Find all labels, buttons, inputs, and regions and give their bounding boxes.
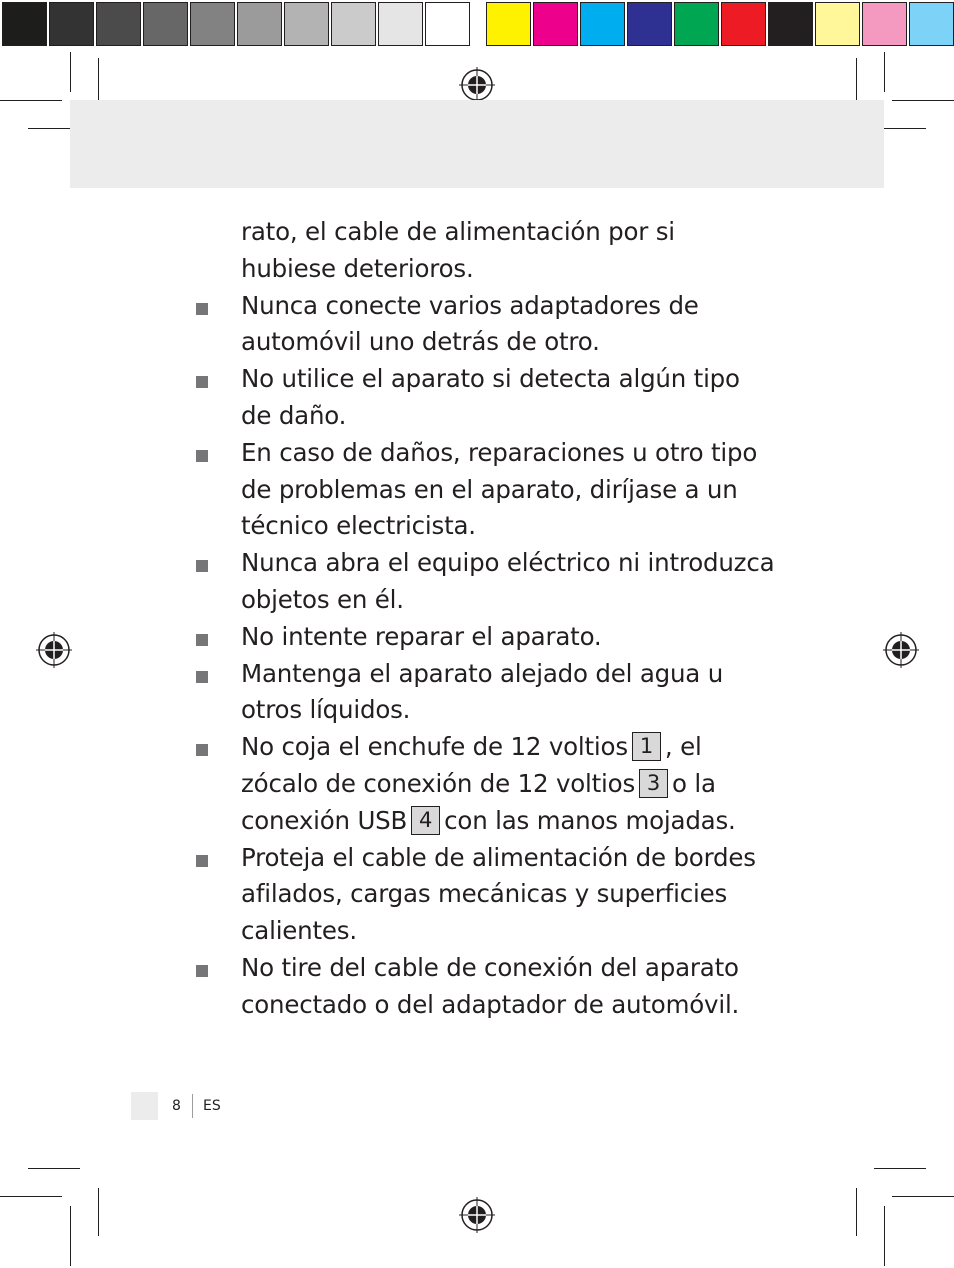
list-item <box>196 656 776 730</box>
safety-instructions <box>196 214 776 1024</box>
registration-mark-icon <box>883 632 919 668</box>
part-ref-badge: 4 <box>411 806 440 835</box>
list-item-text: No tire del cable de conexión del aparato conectado o del adaptador de automóvil. <box>241 952 740 1019</box>
list-item-text: Mantenga el aparato alejado del agua u otros líquidos. <box>241 658 724 725</box>
square-bullet-icon <box>196 560 208 572</box>
header-band <box>70 100 884 188</box>
color-swatch <box>331 2 376 46</box>
color-swatch <box>143 2 188 46</box>
list-item-text: Proteja el cable de alimentación de bordes afilados, cargas mecánicas y superficies calientes. <box>241 842 756 946</box>
language-code: ES <box>203 1098 221 1114</box>
crop-mark <box>884 1206 885 1266</box>
crop-mark <box>884 52 885 92</box>
color-swatch <box>909 2 954 46</box>
color-swatch <box>49 2 94 46</box>
color-swatch <box>674 2 719 46</box>
square-bullet-icon <box>196 671 208 683</box>
ref-item-text-3: o la conexión USB <box>241 768 716 835</box>
part-ref-badge: 1 <box>632 732 661 761</box>
registration-mark-icon <box>459 1197 495 1233</box>
list-item <box>196 840 776 950</box>
footer-divider <box>192 1094 193 1118</box>
color-swatch <box>580 2 625 46</box>
color-swatch <box>862 2 907 46</box>
registration-mark-icon <box>459 67 495 103</box>
crop-mark <box>70 1206 71 1266</box>
crop-mark <box>874 1168 926 1169</box>
crop-mark <box>856 1188 857 1236</box>
ref-item-text-1: No coja el enchufe de 12 voltios <box>241 732 628 762</box>
list-item <box>196 435 776 545</box>
color-swatch <box>237 2 282 46</box>
color-swatch <box>425 2 470 46</box>
color-swatch <box>815 2 860 46</box>
color-swatch <box>190 2 235 46</box>
color-swatch <box>284 2 329 46</box>
crop-mark <box>28 1168 80 1169</box>
list-item <box>196 619 776 656</box>
list-item <box>196 361 776 435</box>
crop-mark <box>892 1196 954 1197</box>
square-bullet-icon <box>196 303 208 315</box>
crop-mark <box>892 100 954 101</box>
crop-mark <box>0 1196 62 1197</box>
color-swatch <box>96 2 141 46</box>
list-item-with-refs <box>196 729 776 839</box>
registration-mark-icon <box>36 632 72 668</box>
color-swatch <box>627 2 672 46</box>
part-ref-badge: 3 <box>639 769 668 798</box>
list-item-text: Nunca abra el equipo eléctrico ni introduzca objetos en él. <box>241 548 775 614</box>
color-swatch <box>378 2 423 46</box>
list-item <box>196 288 776 362</box>
ref-item-text-4: con las manos mojadas. <box>444 805 736 835</box>
page-number: 8 <box>172 1098 181 1114</box>
crop-mark <box>98 58 99 106</box>
square-bullet-icon <box>196 634 208 646</box>
square-bullet-icon <box>196 965 208 977</box>
list-item-text: No utilice el aparato si detecta algún tipo de daño. <box>241 364 740 430</box>
crop-mark <box>0 100 62 101</box>
square-bullet-icon <box>196 744 208 756</box>
list-item <box>196 950 776 1024</box>
color-swatch <box>768 2 813 46</box>
square-bullet-icon <box>196 855 208 867</box>
footer-tab <box>131 1092 158 1120</box>
color-swatch <box>533 2 578 46</box>
grey-swatch-bar <box>2 2 472 48</box>
list-item <box>196 545 776 619</box>
square-bullet-icon <box>196 376 208 388</box>
list-item-text: En caso de daños, reparaciones u otro tipo de problemas en el aparato, diríjase a un técnico electricista. <box>241 437 758 541</box>
intro-text: rato, el cable de alimentación por si hubiese deterioros. <box>241 217 675 283</box>
ref-item-text-2: , el zócalo de conexión de 12 voltios <box>241 732 702 798</box>
square-bullet-icon <box>196 450 208 462</box>
color-swatch <box>486 2 531 46</box>
crop-mark <box>98 1188 99 1236</box>
color-swatch <box>2 2 47 46</box>
crop-mark <box>856 58 857 106</box>
process-swatch-bar <box>486 2 954 48</box>
list-item-text: No intente reparar el aparato. <box>241 621 602 651</box>
color-swatch <box>721 2 766 46</box>
list-item-text: Nunca conecte varios adaptadores de automóvil uno detrás de otro. <box>241 290 699 357</box>
crop-mark <box>70 52 71 92</box>
